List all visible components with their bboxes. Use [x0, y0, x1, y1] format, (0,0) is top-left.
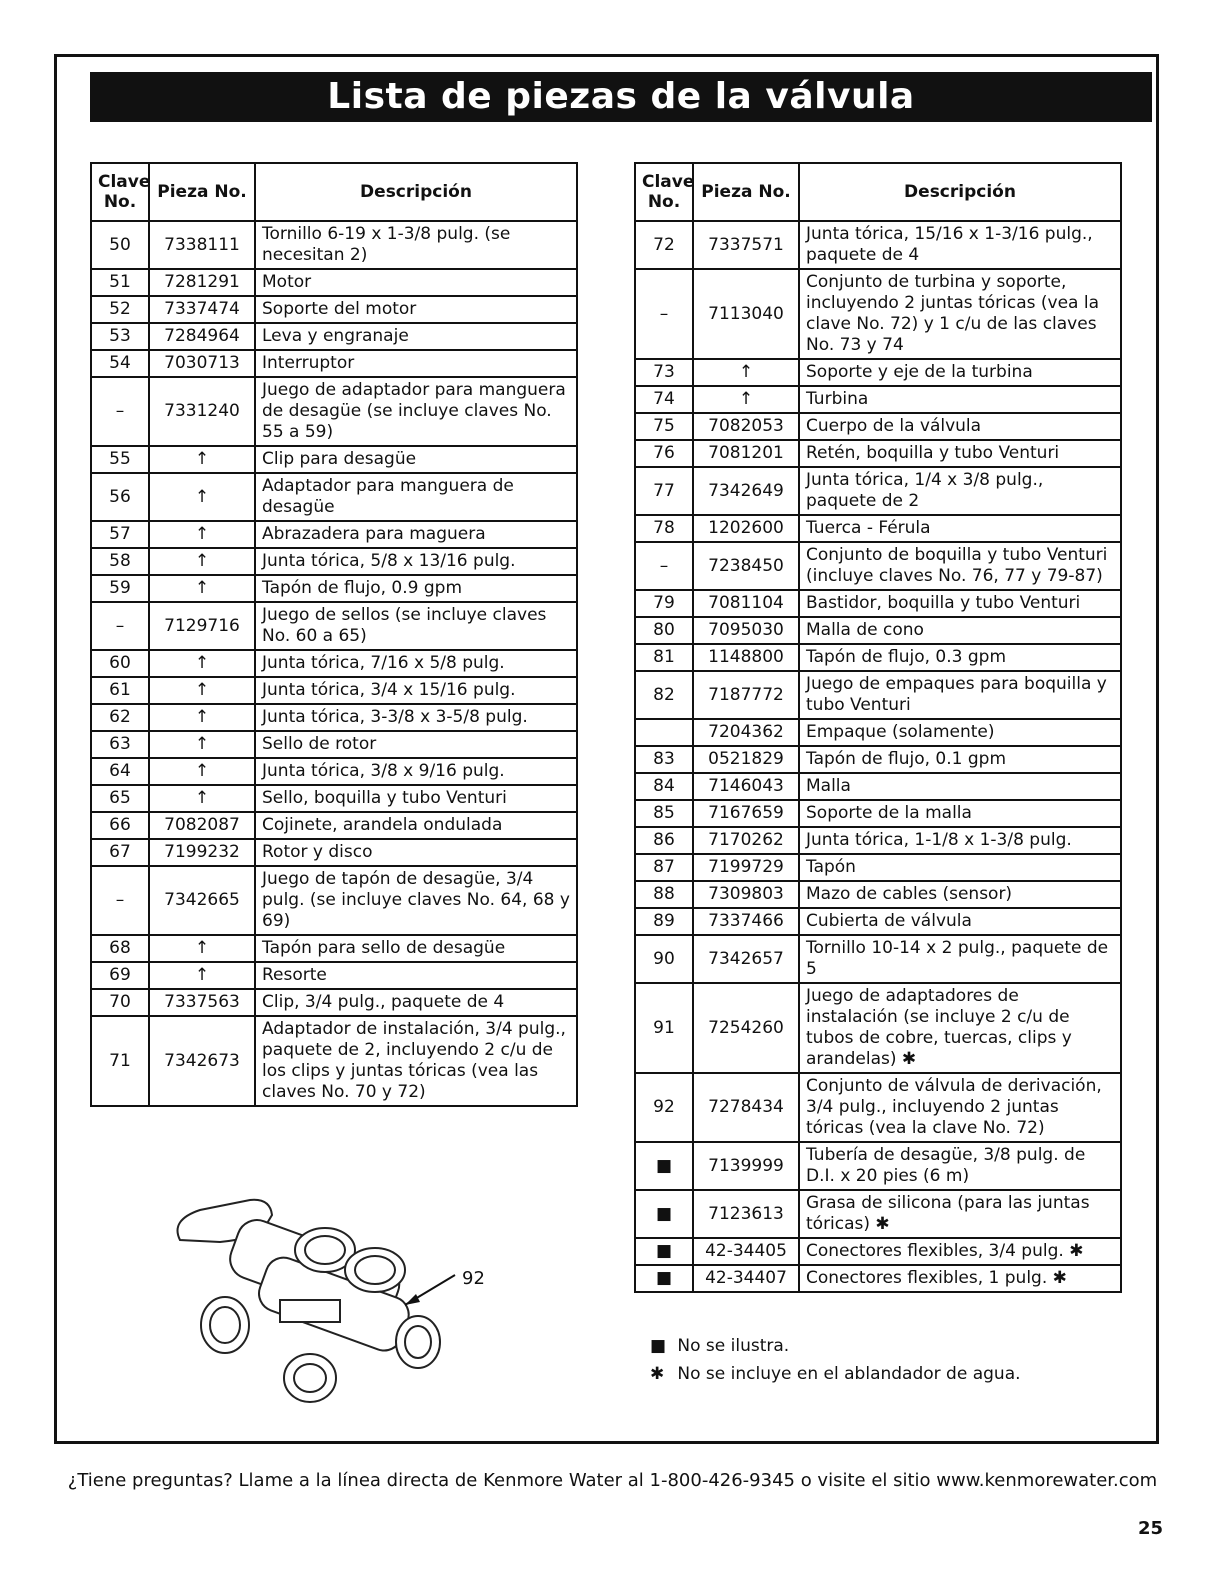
header-clave: Clave No. — [91, 163, 149, 221]
description-cell: Turbina — [799, 386, 1121, 413]
clave-cell: – — [91, 602, 149, 650]
pieza-cell: ↑ — [149, 677, 255, 704]
pieza-cell: ↑ — [149, 704, 255, 731]
clave-cell: 63 — [91, 731, 149, 758]
description-cell: Cojinete, arandela ondulada — [255, 812, 577, 839]
table-row — [91, 269, 577, 296]
legend-not-included — [650, 1364, 1021, 1384]
page-title: Lista de piezas de la válvula — [90, 72, 1152, 122]
description-cell: Juego de adaptador para manguera de desagüe (se incluye claves No. 55 a 59) — [255, 377, 577, 446]
pieza-cell: 7030713 — [149, 350, 255, 377]
clave-cell: ■ — [635, 1142, 693, 1190]
pieza-cell: 7331240 — [149, 377, 255, 446]
pieza-cell: 7342665 — [149, 866, 255, 935]
table-row — [635, 983, 1121, 1073]
clave-cell: 56 — [91, 473, 149, 521]
description-cell: Adaptador para manguera de desagüe — [255, 473, 577, 521]
description-cell: Cubierta de válvula — [799, 908, 1121, 935]
table-row — [91, 221, 577, 269]
clave-cell: 87 — [635, 854, 693, 881]
description-cell: Conjunto de válvula de derivación, 3/4 pulg., incluyendo 2 juntas tóricas (vea la clave No. 72) — [799, 1073, 1121, 1142]
clave-cell: 70 — [91, 989, 149, 1016]
description-cell: Junta tórica, 1/4 x 3/8 pulg., paquete de 2 — [799, 467, 1121, 515]
pieza-cell: ↑ — [149, 650, 255, 677]
pieza-cell: ↑ — [693, 359, 799, 386]
description-cell: Rotor y disco — [255, 839, 577, 866]
description-cell: Resorte — [255, 962, 577, 989]
legend-not-shown-text: No se ilustra. — [677, 1336, 790, 1356]
clave-cell: 71 — [91, 1016, 149, 1106]
table-row — [91, 989, 577, 1016]
table-row — [91, 704, 577, 731]
pieza-cell: 7167659 — [693, 800, 799, 827]
clave-cell: 54 — [91, 350, 149, 377]
clave-cell: 72 — [635, 221, 693, 269]
pieza-cell: 7113040 — [693, 269, 799, 359]
legend-not-included-text: No se incluye en el ablandador de agua. — [677, 1364, 1021, 1384]
pieza-cell: 42-34405 — [693, 1238, 799, 1265]
clave-cell: 68 — [91, 935, 149, 962]
pieza-cell: 7238450 — [693, 542, 799, 590]
table-row — [635, 881, 1121, 908]
description-cell: Empaque (solamente) — [799, 719, 1121, 746]
table-row — [635, 719, 1121, 746]
description-cell: Juego de empaques para boquilla y tubo Venturi — [799, 671, 1121, 719]
pieza-cell: ↑ — [149, 473, 255, 521]
pieza-cell: 7342673 — [149, 1016, 255, 1106]
table-row — [91, 473, 577, 521]
description-cell: Tornillo 10-14 x 2 pulg., paquete de 5 — [799, 935, 1121, 983]
table-row — [91, 935, 577, 962]
header-pieza: Pieza No. — [693, 163, 799, 221]
clave-cell: 75 — [635, 413, 693, 440]
description-cell: Tubería de desagüe, 3/8 pulg. de D.I. x 20 pies (6 m) — [799, 1142, 1121, 1190]
pieza-cell: 7199729 — [693, 854, 799, 881]
header-pieza: Pieza No. — [149, 163, 255, 221]
pieza-cell: 7337474 — [149, 296, 255, 323]
table-row — [635, 1190, 1121, 1238]
clave-cell: 57 — [91, 521, 149, 548]
pieza-cell: ↑ — [149, 548, 255, 575]
table-row — [91, 446, 577, 473]
clave-cell — [635, 719, 693, 746]
description-cell: Juego de adaptadores de instalación (se incluye 2 c/u de tubos de cobre, tuercas, clips y arandelas) ✱ — [799, 983, 1121, 1073]
pieza-cell: 7337563 — [149, 989, 255, 1016]
clave-cell: 92 — [635, 1073, 693, 1142]
table-row — [635, 773, 1121, 800]
table-row — [635, 440, 1121, 467]
description-cell: Abrazadera para maguera — [255, 521, 577, 548]
pieza-cell: ↑ — [149, 785, 255, 812]
table-row — [635, 854, 1121, 881]
description-cell: Soporte de la malla — [799, 800, 1121, 827]
clave-cell: – — [91, 866, 149, 935]
clave-cell: 82 — [635, 671, 693, 719]
table-row — [635, 827, 1121, 854]
clave-cell: – — [91, 377, 149, 446]
pieza-cell: 7082053 — [693, 413, 799, 440]
table-row — [91, 602, 577, 650]
pieza-cell: 7281291 — [149, 269, 255, 296]
clave-cell: 69 — [91, 962, 149, 989]
description-cell: Tuerca - Férula — [799, 515, 1121, 542]
pieza-cell: ↑ — [149, 758, 255, 785]
pieza-cell: 1148800 — [693, 644, 799, 671]
description-cell: Tapón de flujo, 0.3 gpm — [799, 644, 1121, 671]
description-cell: Motor — [255, 269, 577, 296]
clave-cell: 55 — [91, 446, 149, 473]
description-cell: Tapón de flujo, 0.9 gpm — [255, 575, 577, 602]
square-legend-icon: ■ — [650, 1336, 667, 1356]
pieza-cell: 7123613 — [693, 1190, 799, 1238]
description-cell: Tapón de flujo, 0.1 gpm — [799, 746, 1121, 773]
table-row — [635, 1265, 1121, 1292]
clave-cell: ■ — [635, 1190, 693, 1238]
description-cell: Bastidor, boquilla y tubo Venturi — [799, 590, 1121, 617]
star-legend-icon: ✱ — [650, 1364, 665, 1384]
description-cell: Junta tórica, 1-1/8 x 1-3/8 pulg. — [799, 827, 1121, 854]
description-cell: Soporte y eje de la turbina — [799, 359, 1121, 386]
pieza-cell: 7187772 — [693, 671, 799, 719]
pieza-cell: 7284964 — [149, 323, 255, 350]
description-cell: Junta tórica, 3-3/8 x 3-5/8 pulg. — [255, 704, 577, 731]
table-row — [91, 521, 577, 548]
table-row — [91, 1016, 577, 1106]
pieza-cell: 7129716 — [149, 602, 255, 650]
table-row — [91, 812, 577, 839]
table-row — [635, 617, 1121, 644]
footer-contact: ¿Tiene preguntas? Llame a la línea directa de Kenmore Water al 1-800-426-9345 o visite el sitio www.kenmorewater.com — [67, 1470, 1158, 1491]
clave-cell: 67 — [91, 839, 149, 866]
header-clave: Clave No. — [635, 163, 693, 221]
clave-cell: 76 — [635, 440, 693, 467]
description-cell: Grasa de silicona (para las juntas tóricas) ✱ — [799, 1190, 1121, 1238]
clave-cell: 50 — [91, 221, 149, 269]
table-row — [635, 935, 1121, 983]
description-cell: Interruptor — [255, 350, 577, 377]
clave-cell: – — [635, 269, 693, 359]
description-cell: Cuerpo de la válvula — [799, 413, 1121, 440]
clave-cell: 52 — [91, 296, 149, 323]
table-row — [635, 359, 1121, 386]
header-descripcion: Descripción — [799, 163, 1121, 221]
pieza-cell: 7338111 — [149, 221, 255, 269]
clave-cell: 60 — [91, 650, 149, 677]
description-cell: Junta tórica, 7/16 x 5/8 pulg. — [255, 650, 577, 677]
table-row — [91, 758, 577, 785]
table-row — [91, 731, 577, 758]
clave-cell: 66 — [91, 812, 149, 839]
description-cell: Junta tórica, 15/16 x 1-3/16 pulg., paquete de 4 — [799, 221, 1121, 269]
pieza-cell: 7337571 — [693, 221, 799, 269]
clave-cell: 79 — [635, 590, 693, 617]
table-row — [635, 269, 1121, 359]
description-cell: Junta tórica, 3/4 x 15/16 pulg. — [255, 677, 577, 704]
clave-cell: 89 — [635, 908, 693, 935]
pieza-cell: 7170262 — [693, 827, 799, 854]
description-cell: Tapón para sello de desagüe — [255, 935, 577, 962]
clave-cell: ■ — [635, 1238, 693, 1265]
table-row — [635, 1238, 1121, 1265]
pieza-cell: ↑ — [149, 962, 255, 989]
description-cell: Clip, 3/4 pulg., paquete de 4 — [255, 989, 577, 1016]
pieza-cell: ↑ — [149, 521, 255, 548]
legend-not-shown — [650, 1336, 789, 1356]
description-cell: Conjunto de boquilla y tubo Venturi (incluye claves No. 76, 77 y 79-87) — [799, 542, 1121, 590]
bypass-valve-illustration — [160, 1180, 500, 1410]
table-row — [91, 323, 577, 350]
parts-table-right — [634, 162, 1122, 1293]
clave-cell: 88 — [635, 881, 693, 908]
clave-cell: ■ — [635, 1265, 693, 1292]
table-row — [91, 296, 577, 323]
clave-cell: 77 — [635, 467, 693, 515]
table-row — [91, 839, 577, 866]
clave-cell: 91 — [635, 983, 693, 1073]
description-cell: Tornillo 6-19 x 1-3/8 pulg. (se necesitan 2) — [255, 221, 577, 269]
description-cell: Clip para desagüe — [255, 446, 577, 473]
clave-cell: 78 — [635, 515, 693, 542]
clave-cell: 65 — [91, 785, 149, 812]
description-cell: Malla de cono — [799, 617, 1121, 644]
table-row — [635, 644, 1121, 671]
clave-cell: 83 — [635, 746, 693, 773]
pieza-cell: 42-34407 — [693, 1265, 799, 1292]
table-row — [635, 542, 1121, 590]
table-row — [635, 467, 1121, 515]
pieza-cell: 1202600 — [693, 515, 799, 542]
pieza-cell: 7081104 — [693, 590, 799, 617]
pieza-cell: 7342657 — [693, 935, 799, 983]
description-cell: Mazo de cables (sensor) — [799, 881, 1121, 908]
pieza-cell: 7082087 — [149, 812, 255, 839]
table-row — [91, 866, 577, 935]
pieza-cell: ↑ — [149, 731, 255, 758]
illustration-callout: 92 — [462, 1268, 485, 1289]
table-row — [635, 908, 1121, 935]
clave-cell: 74 — [635, 386, 693, 413]
table-row — [635, 1073, 1121, 1142]
description-cell: Leva y engranaje — [255, 323, 577, 350]
clave-cell: 73 — [635, 359, 693, 386]
clave-cell: 53 — [91, 323, 149, 350]
clave-cell: 64 — [91, 758, 149, 785]
description-cell: Conjunto de turbina y soporte, incluyendo 2 juntas tóricas (vea la clave No. 72) y 1 c/u de las claves No. 73 y 74 — [799, 269, 1121, 359]
pieza-cell: ↑ — [693, 386, 799, 413]
clave-cell: 51 — [91, 269, 149, 296]
pieza-cell: 0521829 — [693, 746, 799, 773]
pieza-cell: ↑ — [149, 935, 255, 962]
pieza-cell: 7254260 — [693, 983, 799, 1073]
table-row — [635, 671, 1121, 719]
pieza-cell: 7081201 — [693, 440, 799, 467]
pieza-cell: 7342649 — [693, 467, 799, 515]
description-cell: Conectores flexibles, 1 pulg. ✱ — [799, 1265, 1121, 1292]
description-cell: Sello, boquilla y tubo Venturi — [255, 785, 577, 812]
table-row — [635, 1142, 1121, 1190]
table-row — [91, 962, 577, 989]
description-cell: Conectores flexibles, 3/4 pulg. ✱ — [799, 1238, 1121, 1265]
description-cell: Soporte del motor — [255, 296, 577, 323]
pieza-cell: ↑ — [149, 446, 255, 473]
table-row — [635, 746, 1121, 773]
pieza-cell: 7199232 — [149, 839, 255, 866]
clave-cell: 84 — [635, 773, 693, 800]
clave-cell: 85 — [635, 800, 693, 827]
pieza-cell: ↑ — [149, 575, 255, 602]
table-row — [91, 677, 577, 704]
clave-cell: – — [635, 542, 693, 590]
clave-cell: 90 — [635, 935, 693, 983]
table-row — [91, 350, 577, 377]
description-cell: Junta tórica, 5/8 x 13/16 pulg. — [255, 548, 577, 575]
pieza-cell: 7309803 — [693, 881, 799, 908]
page-number: 25 — [1137, 1518, 1163, 1539]
description-cell: Juego de sellos (se incluye claves No. 60 a 65) — [255, 602, 577, 650]
clave-cell: 80 — [635, 617, 693, 644]
description-cell: Malla — [799, 773, 1121, 800]
header-descripcion: Descripción — [255, 163, 577, 221]
table-row — [635, 800, 1121, 827]
pieza-cell: 7204362 — [693, 719, 799, 746]
table-row — [91, 377, 577, 446]
table-row — [635, 386, 1121, 413]
pieza-cell: 7139999 — [693, 1142, 799, 1190]
pieza-cell: 7278434 — [693, 1073, 799, 1142]
clave-cell: 62 — [91, 704, 149, 731]
table-row — [91, 548, 577, 575]
pieza-cell: 7337466 — [693, 908, 799, 935]
pieza-cell: 7095030 — [693, 617, 799, 644]
clave-cell: 86 — [635, 827, 693, 854]
table-row — [635, 590, 1121, 617]
table-row — [91, 575, 577, 602]
table-row — [91, 785, 577, 812]
clave-cell: 81 — [635, 644, 693, 671]
clave-cell: 59 — [91, 575, 149, 602]
clave-cell: 61 — [91, 677, 149, 704]
table-row — [635, 515, 1121, 542]
description-cell: Adaptador de instalación, 3/4 pulg., paquete de 2, incluyendo 2 c/u de los clips y juntas tóricas (vea las claves No. 70 y 72) — [255, 1016, 577, 1106]
clave-cell: 58 — [91, 548, 149, 575]
table-row — [91, 650, 577, 677]
table-row — [635, 413, 1121, 440]
description-cell: Juego de tapón de desagüe, 3/4 pulg. (se incluye claves No. 64, 68 y 69) — [255, 866, 577, 935]
parts-table-left — [90, 162, 578, 1107]
pieza-cell: 7146043 — [693, 773, 799, 800]
description-cell: Retén, boquilla y tubo Venturi — [799, 440, 1121, 467]
description-cell: Tapón — [799, 854, 1121, 881]
description-cell: Junta tórica, 3/8 x 9/16 pulg. — [255, 758, 577, 785]
table-row — [635, 221, 1121, 269]
description-cell: Sello de rotor — [255, 731, 577, 758]
